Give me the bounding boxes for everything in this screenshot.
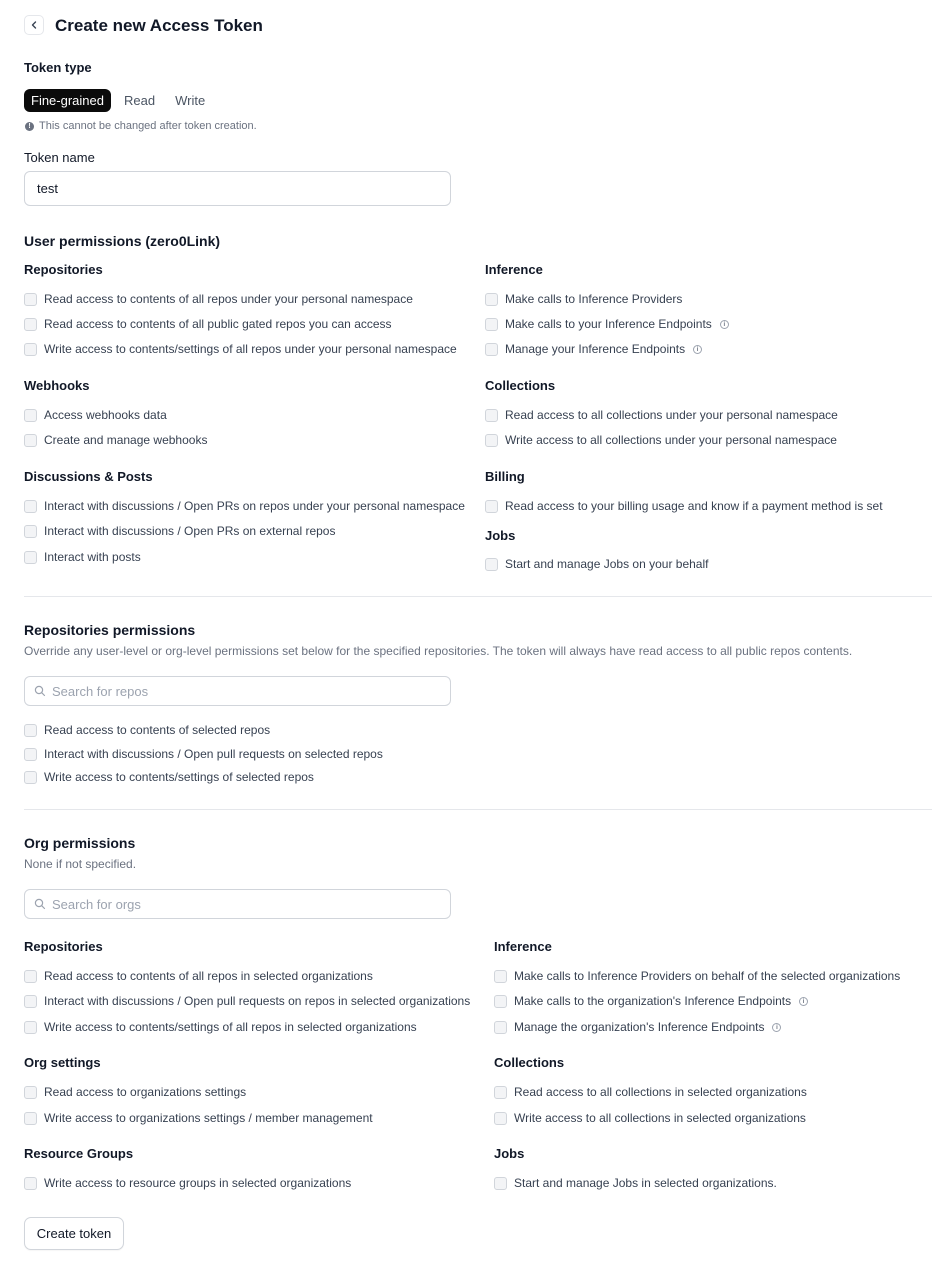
user-inference-endpoints-option[interactable] (485, 317, 729, 332)
repo-discussions-option[interactable] (24, 747, 383, 762)
option-label: Make calls to Inference Providers on behalf of the selected organizations (514, 969, 901, 983)
org-repo-discussions-option[interactable] (24, 994, 470, 1009)
user-webhooks-title: Webhooks (24, 378, 90, 393)
org-inference-manage-option[interactable] (494, 1020, 781, 1035)
user-inference-title: Inference (485, 262, 543, 277)
info-icon[interactable]: i (772, 1023, 781, 1032)
org-inference-title: Inference (494, 939, 552, 954)
checkbox[interactable] (24, 748, 37, 761)
org-inference-endpoints-option[interactable] (494, 994, 808, 1009)
info-icon[interactable]: i (693, 345, 702, 354)
chevron-left-icon (29, 20, 39, 30)
search-icon (34, 685, 46, 697)
checkbox[interactable] (485, 434, 498, 447)
org-collections-write-option[interactable] (494, 1111, 806, 1126)
org-collections-read-option[interactable] (494, 1085, 807, 1100)
option-label: Create and manage webhooks (44, 433, 208, 447)
option-label: Read access to all collections in selected organizations (514, 1085, 807, 1099)
checkbox[interactable] (485, 318, 498, 331)
option-label: Interact with discussions / Open PRs on repos under your personal namespace (44, 499, 465, 513)
option-label: Read access to all collections under your personal namespace (505, 408, 838, 422)
user-discussions-title: Discussions & Posts (24, 469, 153, 484)
repo-read-option[interactable] (24, 723, 270, 738)
user-jobs-title: Jobs (485, 528, 516, 543)
search-icon (34, 898, 46, 910)
option-label: Start and manage Jobs in selected organizations. (514, 1176, 777, 1190)
create-token-button[interactable]: Create token (24, 1217, 124, 1250)
user-permissions-title: User permissions (zero0Link) (24, 233, 221, 249)
user-collections-read-option[interactable] (485, 408, 838, 423)
org-jobs-title: Jobs (494, 1146, 525, 1161)
org-settings-title: Org settings (24, 1055, 101, 1070)
option-label: Interact with discussions / Open pull requests on repos in selected organizations (44, 994, 471, 1008)
checkbox[interactable] (24, 434, 37, 447)
user-inference-providers-option[interactable] (485, 292, 682, 307)
page-title: Create new Access Token (55, 16, 263, 35)
token-type-tabs (24, 89, 218, 112)
tab-write[interactable]: Write (175, 93, 206, 108)
checkbox[interactable] (485, 343, 498, 356)
token-name-label: Token name (24, 150, 95, 165)
option-label: Read access to contents of all repos in selected organizations (44, 969, 373, 983)
option-label: Write access to contents/settings of all repos under your personal namespace (44, 342, 457, 356)
checkbox[interactable] (24, 1177, 37, 1190)
checkbox[interactable] (24, 343, 37, 356)
checkbox[interactable] (24, 724, 37, 737)
user-repo-write-option[interactable] (24, 342, 457, 357)
option-label: Manage the organization's Inference Endpoints (514, 1020, 765, 1034)
user-collections-title: Collections (485, 378, 556, 393)
org-collections-title: Collections (494, 1055, 565, 1070)
repo-permissions-description: Override any user-level or org-level permissions set below for the specified repositories. The token will always have read access to all public repos contents. (24, 644, 853, 658)
user-jobs-option[interactable] (485, 557, 708, 572)
user-discussions-external-option[interactable] (24, 524, 335, 539)
checkbox[interactable] (24, 409, 37, 422)
divider (24, 809, 932, 810)
checkbox[interactable] (24, 970, 37, 983)
checkbox[interactable] (24, 995, 37, 1008)
option-label: Interact with discussions / Open pull requests on selected repos (44, 747, 383, 761)
token-type-label: Token type (24, 60, 92, 75)
checkbox[interactable] (24, 293, 37, 306)
user-inference-manage-option[interactable] (485, 342, 702, 357)
org-settings-read-option[interactable] (24, 1085, 246, 1100)
option-label: Interact with discussions / Open PRs on external repos (44, 524, 336, 538)
checkbox[interactable] (494, 1021, 507, 1034)
user-billing-title: Billing (485, 469, 525, 484)
token-type-note-text: This cannot be changed after token creation. (39, 120, 257, 132)
option-label: Write access to all collections in selected organizations (514, 1111, 806, 1125)
org-jobs-option[interactable] (494, 1176, 777, 1191)
divider (24, 596, 932, 597)
option-label: Make calls to the organization's Inference Endpoints (514, 994, 792, 1008)
org-permissions-subtitle: None if not specified. (24, 857, 137, 871)
org-settings-write-option[interactable] (24, 1111, 373, 1126)
option-label: Make calls to your Inference Endpoints (505, 317, 712, 331)
option-label: Read access to contents of all repos under your personal namespace (44, 292, 413, 306)
option-label: Manage your Inference Endpoints (505, 342, 686, 356)
repo-search[interactable] (24, 676, 451, 706)
user-webhooks-access-option[interactable] (24, 408, 167, 423)
org-resource-groups-title: Resource Groups (24, 1146, 134, 1161)
checkbox[interactable] (24, 771, 37, 784)
info-icon[interactable]: i (720, 320, 729, 329)
checkbox[interactable] (24, 551, 37, 564)
option-label: Write access to all collections under your personal namespace (505, 433, 837, 447)
option-label: Read access to organizations settings (44, 1085, 247, 1099)
repo-write-option[interactable] (24, 770, 314, 785)
checkbox[interactable] (485, 558, 498, 571)
org-search[interactable] (24, 889, 451, 919)
option-label: Write access to organizations settings / member management (44, 1111, 373, 1125)
checkbox[interactable] (494, 1177, 507, 1190)
info-icon[interactable]: i (799, 997, 808, 1006)
user-discussions-personal-option[interactable] (24, 499, 465, 514)
checkbox[interactable] (24, 525, 37, 538)
option-label: Access webhooks data (44, 408, 167, 422)
checkbox[interactable] (485, 293, 498, 306)
option-label: Write access to contents/settings of all repos in selected organizations (44, 1020, 417, 1034)
checkbox[interactable] (494, 970, 507, 983)
token-type-note (25, 120, 257, 132)
tab-fine-grained[interactable]: Fine-grained (24, 89, 111, 112)
repo-search-input[interactable] (52, 677, 450, 705)
checkbox[interactable] (24, 1112, 37, 1125)
token-name-input[interactable] (24, 171, 451, 206)
org-inference-providers-option[interactable] (494, 969, 900, 984)
user-billing-read-option[interactable] (485, 499, 883, 514)
checkbox[interactable] (485, 500, 498, 513)
option-label: Read access to contents of selected repos (44, 723, 271, 737)
org-repo-write-option[interactable] (24, 1020, 417, 1035)
checkbox[interactable] (24, 500, 37, 513)
option-label: Read access to your billing usage and know if a payment method is set (505, 499, 883, 513)
option-label: Make calls to Inference Providers (505, 292, 683, 306)
option-label: Start and manage Jobs on your behalf (505, 557, 709, 571)
checkbox[interactable] (24, 318, 37, 331)
org-repositories-title: Repositories (24, 939, 103, 954)
user-repositories-title: Repositories (24, 262, 103, 277)
option-label: Write access to contents/settings of selected repos (44, 770, 314, 784)
user-collections-write-option[interactable] (485, 433, 837, 448)
org-repo-read-option[interactable] (24, 969, 373, 984)
tab-read[interactable]: Read (124, 93, 156, 108)
repo-permissions-title: Repositories permissions (24, 622, 196, 638)
option-label: Interact with posts (44, 550, 141, 564)
checkbox[interactable] (24, 1086, 37, 1099)
org-permissions-title: Org permissions (24, 835, 136, 851)
checkbox[interactable] (24, 1021, 37, 1034)
back-button[interactable] (24, 15, 44, 35)
checkbox[interactable] (494, 1112, 507, 1125)
org-resource-groups-option[interactable] (24, 1176, 351, 1191)
user-webhooks-manage-option[interactable] (24, 433, 207, 448)
checkbox[interactable] (494, 995, 507, 1008)
checkbox[interactable] (494, 1086, 507, 1099)
checkbox[interactable] (485, 409, 498, 422)
option-label: Read access to contents of all public gated repos you can access (44, 317, 392, 331)
user-posts-option[interactable] (24, 550, 141, 565)
info-icon: ! (25, 122, 34, 131)
user-repo-gated-option[interactable] (24, 317, 392, 332)
org-search-input[interactable] (52, 890, 450, 918)
option-label: Write access to resource groups in selected organizations (44, 1176, 352, 1190)
user-repo-read-option[interactable] (24, 292, 413, 307)
